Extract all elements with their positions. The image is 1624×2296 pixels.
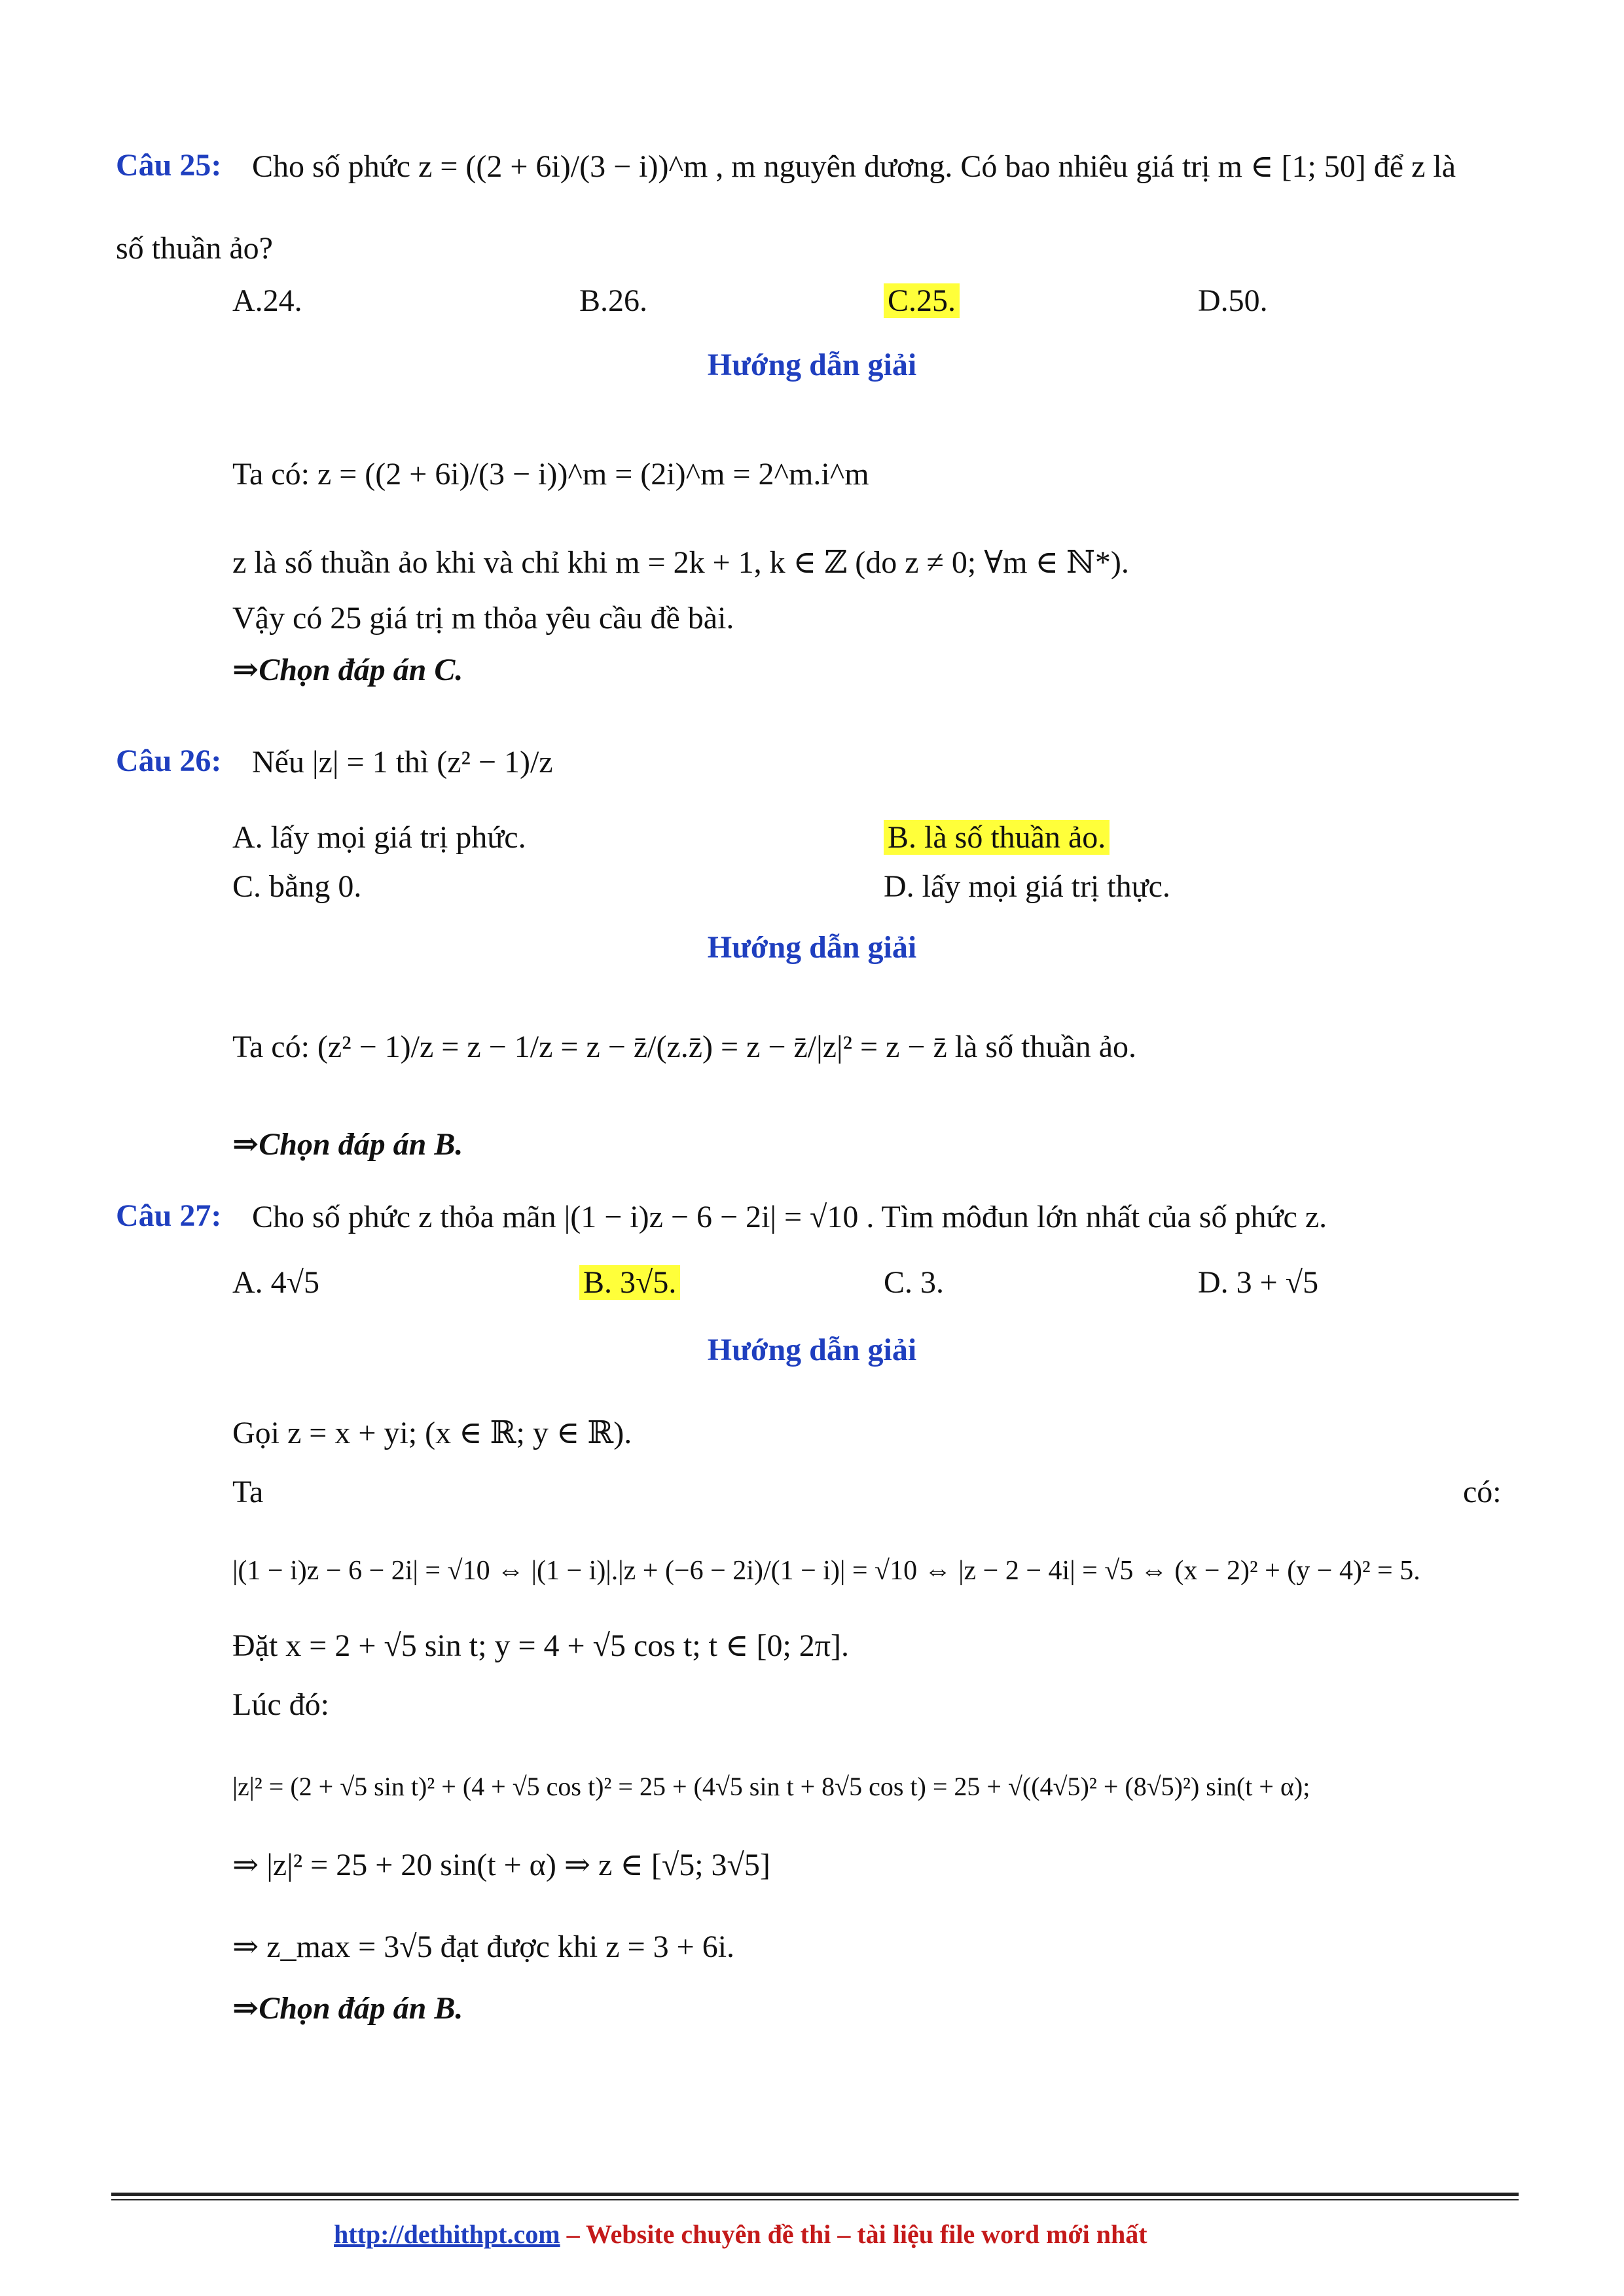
q25-option-a: A.24. bbox=[232, 283, 302, 318]
footer-text: – Website chuyên đề thi – tài liệu file word mới nhất bbox=[560, 2219, 1147, 2249]
q27-solution-line-6: |z|² = (2 + √5 sin t)² + (4 + √5 cos t)² = 25 + (4√5 sin t + 8√5 cos t) = 25 + √((4√5)² + (8√5)²) sin(t + α); bbox=[232, 1772, 1310, 1801]
q25-option-d: D.50. bbox=[1198, 283, 1268, 318]
q27-solution-line-2a: Ta bbox=[232, 1475, 264, 1509]
q27-option-d: D. 3 + √5 bbox=[1198, 1265, 1319, 1300]
q26-answer: ⇒Chọn đáp án B. bbox=[232, 1127, 463, 1162]
q27-option-b-correct: B. 3√5. bbox=[579, 1265, 680, 1300]
q27-solution-line-5: Lúc đó: bbox=[232, 1687, 329, 1722]
footer-link[interactable]: http://dethithpt.com bbox=[334, 2219, 560, 2249]
q25-answer: ⇒Chọn đáp án C. bbox=[232, 653, 463, 687]
q26-option-c: C. bằng 0. bbox=[232, 869, 362, 904]
footer-rule-thick bbox=[111, 2193, 1519, 2196]
q26-solution-line-1: Ta có: (z² − 1)/z = z − 1/z = z − z̄/(z.z̄) = z − z̄/|z|² = z − z̄ là số thuần ảo. bbox=[232, 1030, 1137, 1064]
question-26-label: Câu 26: bbox=[116, 744, 222, 778]
question-27-label: Câu 27: bbox=[116, 1198, 222, 1233]
q27-answer: ⇒Chọn đáp án B. bbox=[232, 1991, 463, 2026]
q25-solution-line-3: Vậy có 25 giá trị m thỏa yêu cầu đề bài. bbox=[232, 601, 734, 636]
q27-solution-heading: Hướng dẫn giải bbox=[707, 1333, 917, 1367]
q27-solution-line-4: Đặt x = 2 + √5 sin t; y = 4 + √5 cos t; t ∈ [0; 2π]. bbox=[232, 1628, 850, 1663]
q25-option-c-correct: C.25. bbox=[884, 283, 960, 318]
q27-option-c: C. 3. bbox=[884, 1265, 945, 1300]
q25-option-b: B.26. bbox=[579, 283, 648, 318]
q26-solution-heading: Hướng dẫn giải bbox=[707, 930, 917, 965]
q27-option-a: A. 4√5 bbox=[232, 1265, 320, 1300]
footer-rule-thin bbox=[111, 2199, 1519, 2200]
question-27-text: Cho số phức z thỏa mãn |(1 − i)z − 6 − 2i| = √10 . Tìm môđun lớn nhất của số phức z. bbox=[252, 1200, 1327, 1234]
q25-solution-heading: Hướng dẫn giải bbox=[707, 348, 917, 382]
q27-solution-line-7: ⇒ |z|² = 25 + 20 sin(t + α) ⇒ z ∈ [√5; 3√5] bbox=[232, 1848, 770, 1882]
q26-option-b-correct: B. là số thuần ảo. bbox=[884, 820, 1110, 855]
q27-solution-line-2b: có: bbox=[1463, 1475, 1502, 1509]
question-25-label: Câu 25: bbox=[116, 148, 222, 183]
q26-option-a: A. lấy mọi giá trị phức. bbox=[232, 820, 526, 855]
q25-solution-line-2: z là số thuần ảo khi và chỉ khi m = 2k + 1, k ∈ ℤ (do z ≠ 0; ∀m ∈ ℕ*). bbox=[232, 545, 1129, 580]
question-25-text: Cho số phức z = ((2 + 6i)/(3 − i))^m , m nguyên dương. Có bao nhiêu giá trị m ∈ [1; 50] để z là bbox=[252, 149, 1456, 184]
q27-solution-line-1: Gọi z = x + yi; (x ∈ ℝ; y ∈ ℝ). bbox=[232, 1416, 632, 1450]
q27-solution-line-8: ⇒ z_max = 3√5 đạt được khi z = 3 + 6i. bbox=[232, 1929, 735, 1964]
question-26-text: Nếu |z| = 1 thì (z² − 1)/z bbox=[252, 745, 553, 780]
q26-option-d: D. lấy mọi giá trị thực. bbox=[884, 869, 1170, 904]
q27-solution-line-3: |(1 − i)z − 6 − 2i| = √10 ⇔ |(1 − i)|.|z + (−6 − 2i)/(1 − i)| = √10 ⇔ |z − 2 − 4i| = √5 ⇔ (x − 2)² + (y − 4)² = 5. bbox=[232, 1556, 1420, 1586]
footer bbox=[334, 2219, 1147, 2250]
q25-solution-line-1: Ta có: z = ((2 + 6i)/(3 − i))^m = (2i)^m = 2^m.i^m bbox=[232, 457, 869, 492]
question-25-text-cont: số thuần ảo? bbox=[116, 231, 273, 266]
